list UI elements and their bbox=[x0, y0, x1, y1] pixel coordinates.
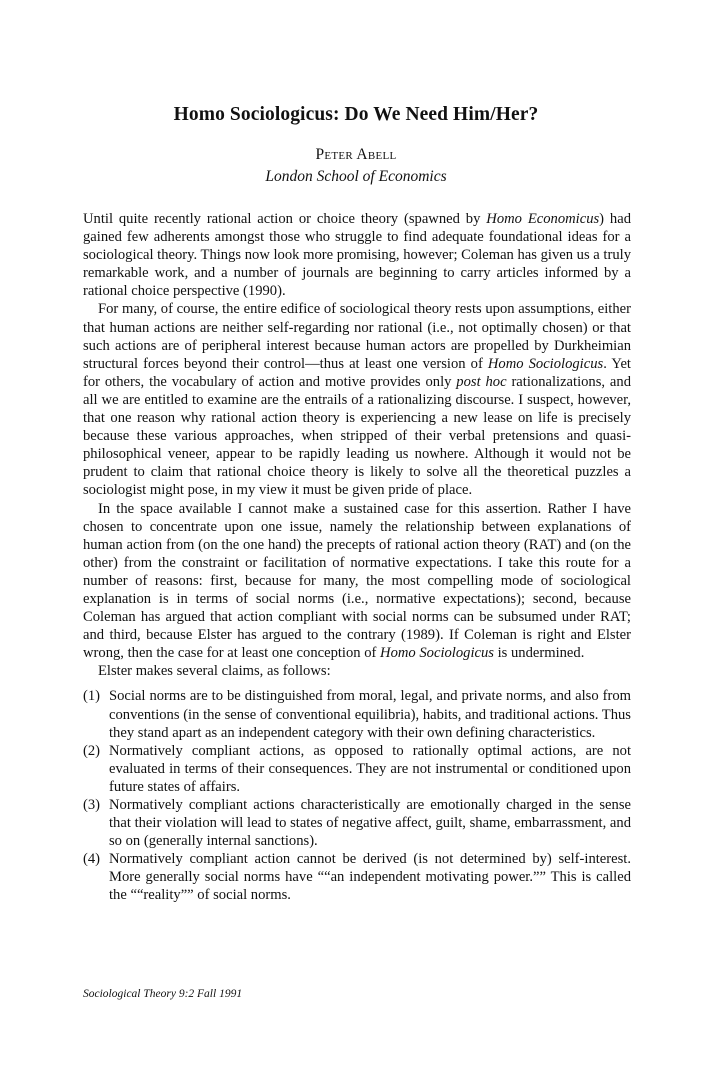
body-paragraph bbox=[83, 662, 631, 680]
body-paragraph bbox=[83, 300, 631, 499]
claim-item bbox=[83, 796, 631, 850]
journal-citation: Sociological Theory 9:2 Fall 1991 bbox=[83, 988, 243, 1000]
italic-term: Homo Sociologicus bbox=[380, 645, 494, 662]
text-run: is undermined. bbox=[493, 645, 585, 662]
italic-term: Homo Sociologicus bbox=[487, 355, 604, 372]
text-run: For many, of course, the entire edifice of sociological theory rests upon assumptions, either that human actions are neither self-regarding nor rational (i.e., not optimally chosen) or that such actions are of peripheral interest because human actors are propelled by Durkheimian structural forces beyond their control—thus at least one version of bbox=[83, 301, 631, 372]
body-paragraph bbox=[83, 210, 631, 300]
article-body bbox=[83, 210, 631, 905]
text-run: ) had gained few adherents amongst those who struggle to find adequate foundational ideas for a sociological theory. Things now look more promising, however; Coleman has given us a truly remarkable work, and a number of journals are beginning to carry articles informed by a rational choice perspective (1990). bbox=[83, 211, 631, 300]
text-run: rationalizations, and all we are entitled to examine are the entrails of a rationalizing discourse. I suspect, however, that one reason why rational action theory is experiencing a new lease on life is precisely because these various approaches, when stripped of their verbal pretensions and quasi-philosophical veneer, appear to be rapidly leading us nowhere. Although it would not be prudent to claim that rational choice theory is likely to solve all the theoretical puzzles a sociologist might pose, in my view it must be given pride of place. bbox=[83, 373, 631, 499]
author-name: Peter Abell bbox=[315, 146, 397, 163]
body-paragraph bbox=[83, 500, 631, 663]
claim-text: Normatively compliant action cannot be derived (is not determined by) self-interest. More generally social norms have ““an independent motivating power.”” This is called the ““reality”” of social norms. bbox=[109, 851, 631, 904]
claim-number: (2) bbox=[83, 742, 101, 759]
text-run: Elster makes several claims, as follows: bbox=[98, 663, 331, 680]
text-run: In the space available I cannot make a sustained case for this assertion. Rather I have chosen to concentrate upon one issue, namely the relationship between explanations of human action from (on the one hand) the precepts of rational action theory (RAT) and (on the other) from the constraint or facilitation of normative expectations. I take this route for a number of reasons: first, because for many, the most compelling mode of sociological explanation is in terms of social norms (i.e., normative expectations); second, because Coleman has argued that action compliant with social norms can be subsumed under RAT; and third, because Elster has argued to the contrary (1989). If Coleman is right and Elster wrong, then the case for at least one conception of bbox=[83, 500, 631, 662]
claim-item bbox=[83, 687, 631, 741]
italic-term: post hoc bbox=[456, 373, 507, 390]
claim-item bbox=[83, 742, 631, 796]
claim-number: (1) bbox=[83, 688, 101, 705]
claim-item bbox=[83, 850, 631, 904]
text-run: Until quite recently rational action or choice theory (spawned by bbox=[83, 211, 487, 227]
claims-list bbox=[83, 687, 631, 904]
claim-text: Social norms are to be distinguished from moral, legal, and private norms, and also from conventions (in the sense of conventional equilibria), habits, and traditional actions. Thus they stand apart as an independent category with their own defining characteristics. bbox=[109, 688, 631, 741]
article-title: Homo Sociologicus: Do We Need Him/Her? bbox=[173, 104, 539, 125]
author-affiliation: London School of Economics bbox=[265, 168, 447, 185]
claim-text: Normatively compliant actions, as opposed to rationally optimal actions, are not evaluated in terms of their consequences. They are not instrumental or conditioned upon future states of affairs. bbox=[109, 742, 631, 795]
text-run: . Yet for others, the vocabulary of action and motive provides only bbox=[83, 355, 631, 390]
claim-text: Normatively compliant actions characteristically are emotionally charged in the sense that their violation will lead to states of negative affect, guilt, shame, embarrassment, and so on (generally internal sanctions). bbox=[109, 797, 631, 850]
italic-term: Homo Economicus bbox=[486, 211, 600, 227]
claim-number: (4) bbox=[83, 851, 101, 868]
claim-number: (3) bbox=[83, 797, 101, 813]
